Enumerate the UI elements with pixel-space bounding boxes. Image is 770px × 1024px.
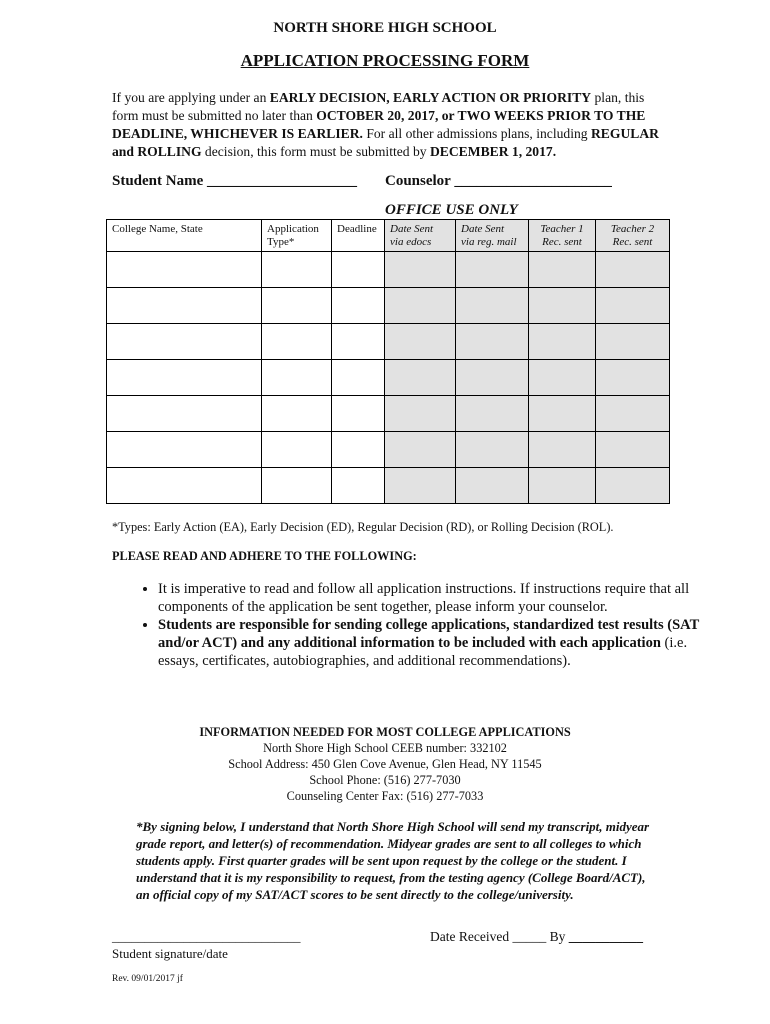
table-cell[interactable] bbox=[262, 360, 332, 396]
table-cell[interactable] bbox=[456, 324, 529, 360]
table-cell[interactable] bbox=[529, 396, 596, 432]
table-row bbox=[107, 360, 670, 396]
table-cell[interactable] bbox=[107, 396, 262, 432]
table-cell[interactable] bbox=[107, 324, 262, 360]
table-cell[interactable] bbox=[529, 252, 596, 288]
school-address: School Address: 450 Glen Cove Avenue, Glen Head, NY 11545 bbox=[228, 757, 542, 771]
table-cell[interactable] bbox=[107, 252, 262, 288]
table-row bbox=[107, 324, 670, 360]
table-cell[interactable] bbox=[332, 324, 385, 360]
office-use-label: OFFICE USE ONLY bbox=[385, 202, 518, 218]
table-cell[interactable] bbox=[262, 324, 332, 360]
signature-caption: Student signature/date bbox=[112, 946, 228, 961]
table-cell[interactable] bbox=[385, 396, 456, 432]
school-phone: School Phone: (516) 277-7030 bbox=[309, 773, 461, 787]
ceeb-number: North Shore High School CEEB number: 332102 bbox=[263, 741, 507, 755]
signature-line[interactable]: _____________________________ bbox=[112, 929, 301, 944]
revision-note: Rev. 09/01/2017 jf bbox=[112, 974, 183, 984]
table-cell[interactable] bbox=[332, 432, 385, 468]
table-row bbox=[107, 432, 670, 468]
list-item: • It is imperative to read and follow all application instructions. If instructions require that all components of the application be sent together, please inform your counselor. bbox=[158, 580, 718, 616]
table-cell[interactable] bbox=[332, 252, 385, 288]
table-cell[interactable] bbox=[385, 252, 456, 288]
table-cell[interactable] bbox=[596, 324, 670, 360]
table-header-row bbox=[107, 220, 670, 252]
school-name: NORTH SHORE HIGH SCHOOL bbox=[273, 20, 497, 36]
table-cell[interactable] bbox=[385, 360, 456, 396]
header-teacher2: Teacher 2 Rec. sent bbox=[596, 220, 670, 252]
intro-paragraph: If you are applying under an EARLY DECISION, EARLY ACTION OR PRIORITY plan, this form must be submitted no later than OCTOBER 20, 2017, or TWO WEEKS PRIOR TO THE DEADLINE, WHICHEVER IS EARLIER. For all other admissions plans, including REGULAR and ROLLING decision, this form must be submitted by DECEMBER 1, 2017. bbox=[112, 90, 659, 159]
counselor-field[interactable]: Counselor _____________________ bbox=[385, 173, 612, 189]
table-cell[interactable] bbox=[456, 432, 529, 468]
applications-table bbox=[106, 219, 670, 504]
table-cell[interactable] bbox=[529, 432, 596, 468]
header-edocs: Date Sent via edocs bbox=[385, 220, 456, 252]
table-cell[interactable] bbox=[107, 468, 262, 504]
table-cell[interactable] bbox=[385, 324, 456, 360]
table-cell[interactable] bbox=[596, 360, 670, 396]
table-cell[interactable] bbox=[107, 432, 262, 468]
table-row bbox=[107, 252, 670, 288]
table-cell[interactable] bbox=[107, 288, 262, 324]
header-deadline: Deadline bbox=[332, 220, 385, 252]
table-cell[interactable] bbox=[385, 288, 456, 324]
table-cell[interactable] bbox=[596, 288, 670, 324]
table-cell[interactable] bbox=[596, 432, 670, 468]
form-title: APPLICATION PROCESSING FORM bbox=[240, 51, 530, 70]
table-cell[interactable] bbox=[529, 324, 596, 360]
table-cell[interactable] bbox=[596, 396, 670, 432]
counseling-fax: Counseling Center Fax: (516) 277-7033 bbox=[286, 789, 484, 803]
table-cell[interactable] bbox=[456, 468, 529, 504]
table-cell[interactable] bbox=[456, 396, 529, 432]
table-cell[interactable] bbox=[262, 288, 332, 324]
table-cell[interactable] bbox=[262, 252, 332, 288]
table-cell[interactable] bbox=[332, 468, 385, 504]
instructions-list bbox=[118, 580, 718, 670]
table-cell[interactable] bbox=[332, 396, 385, 432]
signing-statement: *By signing below, I understand that North Shore High School will send my transcript, midyear grade report, and letter(s) of recommendation. Midyear grades are sent to all colleges to which students apply. First quarter grades will be sent upon request by the college or the student. I understand that it is my responsibility to request, from the testing agency (College Board/ACT), an official copy of my SAT/ACT scores to be sent directly to the college/university. bbox=[136, 819, 650, 902]
info-heading: INFORMATION NEEDED FOR MOST COLLEGE APPLICATIONS bbox=[199, 725, 571, 739]
table-cell[interactable] bbox=[107, 360, 262, 396]
table-cell[interactable] bbox=[596, 252, 670, 288]
table-cell[interactable] bbox=[332, 360, 385, 396]
please-heading: PLEASE READ AND ADHERE TO THE FOLLOWING: bbox=[112, 549, 417, 563]
table-cell[interactable] bbox=[456, 360, 529, 396]
table-cell[interactable] bbox=[385, 468, 456, 504]
date-received-field[interactable]: Date Received _____ By ___________ bbox=[430, 929, 643, 944]
table-cell[interactable] bbox=[456, 288, 529, 324]
table-cell[interactable] bbox=[262, 396, 332, 432]
table-cell[interactable] bbox=[262, 432, 332, 468]
header-reg-mail: Date Sent via reg. mail bbox=[456, 220, 529, 252]
table-cell[interactable] bbox=[332, 288, 385, 324]
table-row bbox=[107, 468, 670, 504]
table-cell[interactable] bbox=[596, 468, 670, 504]
list-item: • Students are responsible for sending college applications, standardized test results (SAT and/or ACT) and any additional information to be included with each application (i.e. essays, certificates, autobiographies, and additional recommendations). bbox=[158, 616, 718, 670]
types-note: *Types: Early Action (EA), Early Decision (ED), Regular Decision (RD), or Rolling Decision (ROL). bbox=[112, 520, 614, 534]
header-college: College Name, State bbox=[107, 220, 262, 252]
info-block bbox=[0, 724, 770, 804]
student-name-field[interactable]: Student Name ____________________ bbox=[112, 173, 358, 189]
table-cell[interactable] bbox=[529, 468, 596, 504]
table-row bbox=[107, 396, 670, 432]
header-app-type: Application Type* bbox=[262, 220, 332, 252]
table-cell[interactable] bbox=[456, 252, 529, 288]
header-teacher1: Teacher 1 Rec. sent bbox=[529, 220, 596, 252]
table-cell[interactable] bbox=[529, 288, 596, 324]
table-cell[interactable] bbox=[385, 432, 456, 468]
table-cell[interactable] bbox=[262, 468, 332, 504]
table-cell[interactable] bbox=[529, 360, 596, 396]
table-row bbox=[107, 288, 670, 324]
